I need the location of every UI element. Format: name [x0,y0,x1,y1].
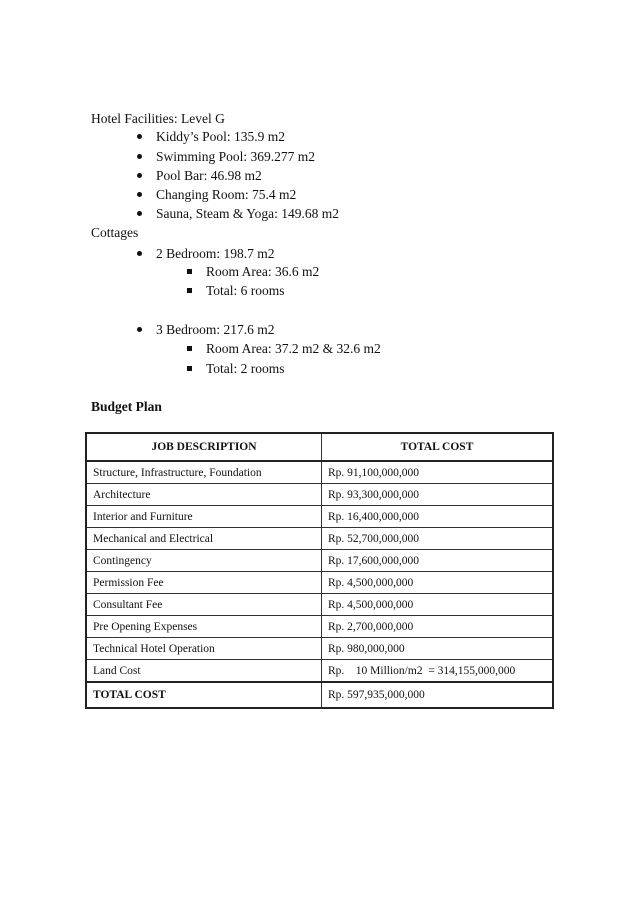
table-row [86,638,553,660]
job-description-cell: Architecture [86,484,322,506]
total-value: Rp. 597,935,000,000 [322,682,554,708]
bullet-icon [137,327,142,332]
bullet-icon [137,154,142,159]
table-header-row [86,433,553,461]
column-header-job-description: JOB DESCRIPTION [86,433,322,461]
square-bullet-icon [187,269,192,274]
facilities-heading: Hotel Facilities: Level G [91,111,225,126]
job-description-cell: Pre Opening Expenses [86,616,322,638]
cost-cell: Rp. 10 Million/m2 = 314,155,000,000 [322,660,554,683]
bullet-icon [137,192,142,197]
facility-item: Kiddy’s Pool: 135.9 m2 [156,128,285,146]
job-description-cell: Land Cost [86,660,322,683]
facility-item: Sauna, Steam & Yoga: 149.68 m2 [156,205,339,223]
cost-cell: Rp. 91,100,000,000 [322,461,554,484]
job-description-cell: Interior and Furniture [86,506,322,528]
facility-item: Pool Bar: 46.98 m2 [156,167,262,185]
job-description-cell: Structure, Infrastructure, Foundation [86,461,322,484]
table-row [86,594,553,616]
budget-heading: Budget Plan [91,399,162,414]
table-row [86,461,553,484]
cottage-detail: Room Area: 36.6 m2 [206,263,319,281]
square-bullet-icon [187,346,192,351]
job-description-cell: Consultant Fee [86,594,322,616]
table-row [86,660,553,683]
cottage-detail: Total: 2 rooms [206,360,285,378]
table-row [86,550,553,572]
table-row [86,506,553,528]
square-bullet-icon [187,366,192,371]
cost-cell: Rp. 17,600,000,000 [322,550,554,572]
cost-cell: Rp. 52,700,000,000 [322,528,554,550]
budget-table [85,432,554,709]
job-description-cell: Mechanical and Electrical [86,528,322,550]
cottage-unit: 2 Bedroom: 198.7 m2 [156,245,275,263]
cost-cell: Rp. 4,500,000,000 [322,572,554,594]
job-description-cell: Permission Fee [86,572,322,594]
table-row [86,572,553,594]
total-label: TOTAL COST [86,682,322,708]
square-bullet-icon [187,288,192,293]
cost-cell: Rp. 16,400,000,000 [322,506,554,528]
table-row [86,528,553,550]
bullet-icon [137,134,142,139]
cost-cell: Rp. 980,000,000 [322,638,554,660]
bullet-icon [137,251,142,256]
facility-item: Changing Room: 75.4 m2 [156,186,296,204]
bullet-icon [137,173,142,178]
facility-item: Swimming Pool: 369.277 m2 [156,148,315,166]
cottage-detail: Room Area: 37.2 m2 & 32.6 m2 [206,340,381,358]
total-row [86,682,553,708]
table-row [86,484,553,506]
cottage-unit: 3 Bedroom: 217.6 m2 [156,321,275,339]
cost-cell: Rp. 2,700,000,000 [322,616,554,638]
cost-cell: Rp. 4,500,000,000 [322,594,554,616]
column-header-total-cost: TOTAL COST [322,433,554,461]
cost-cell: Rp. 93,300,000,000 [322,484,554,506]
job-description-cell: Contingency [86,550,322,572]
bullet-icon [137,211,142,216]
cottage-detail: Total: 6 rooms [206,282,285,300]
table-row [86,616,553,638]
job-description-cell: Technical Hotel Operation [86,638,322,660]
cottages-heading: Cottages [91,225,139,240]
